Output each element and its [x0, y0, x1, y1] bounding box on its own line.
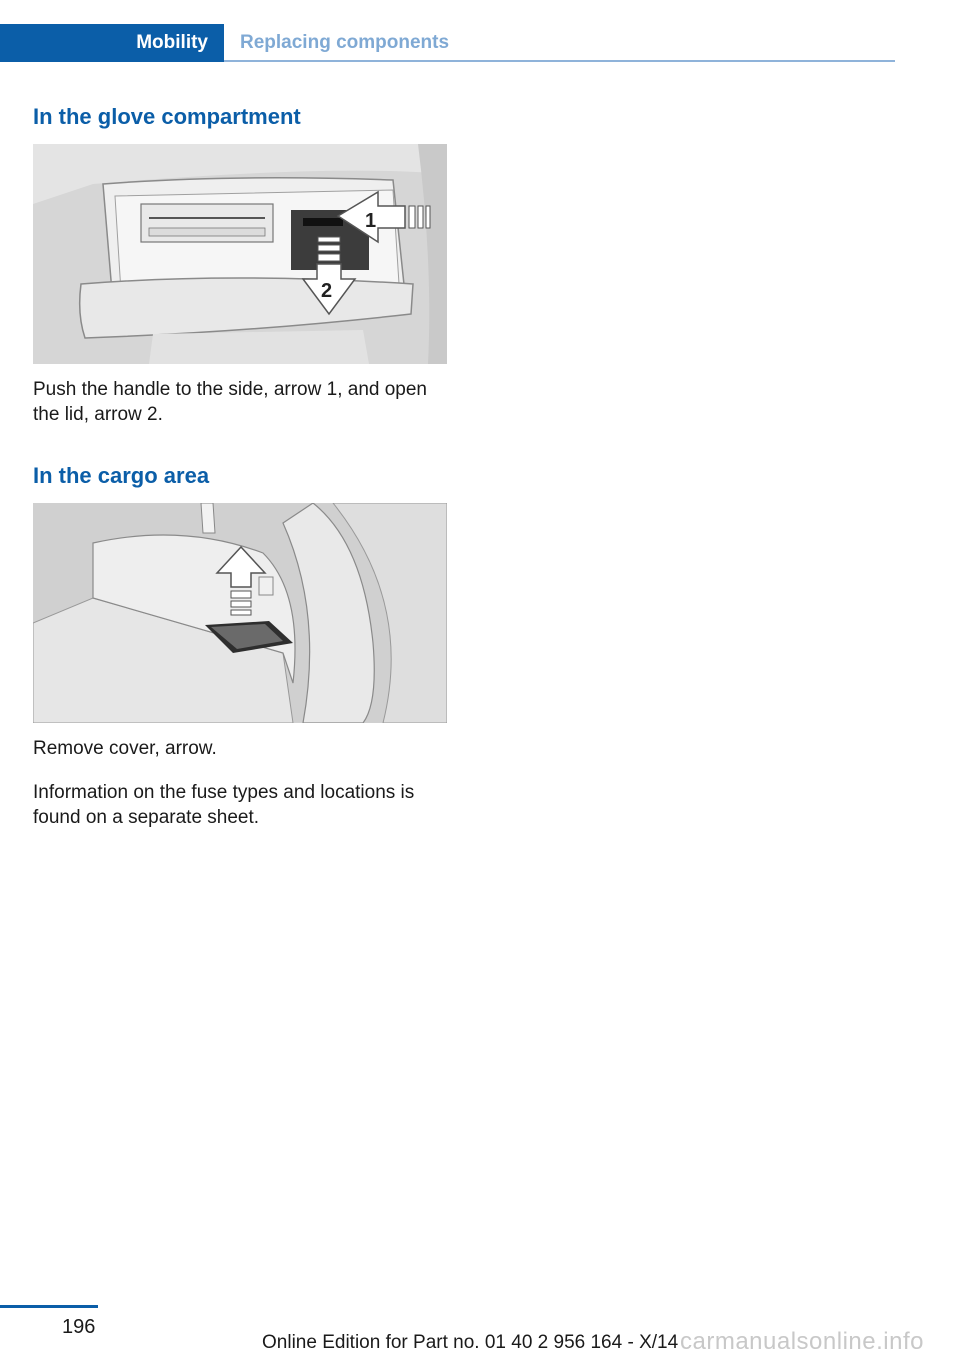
- page-header: [0, 24, 895, 62]
- cargo-area-instruction: Remove cover, arrow.: [33, 738, 217, 759]
- glove-compartment-instruction: Push the handle to the side, arrow 1, and open the lid, arrow 2.: [33, 379, 427, 425]
- section-tab[interactable]: Replacing components: [240, 32, 450, 53]
- footer-rule: [0, 1305, 98, 1308]
- section-title-glove-compartment: In the glove compartment: [33, 104, 301, 129]
- fuse-info-note: Information on the fuse types and locations is found on a separate sheet.: [33, 782, 415, 828]
- section-title-cargo-area: In the cargo area: [33, 463, 210, 488]
- callout-1: 1: [365, 210, 377, 232]
- header-rule: [224, 60, 895, 62]
- watermark: carmanualsonline.info: [680, 1328, 924, 1355]
- cargo-area-illustration: [33, 503, 447, 723]
- edition-note: Online Edition for Part no. 01 40 2 956 164 - X/14: [262, 1332, 679, 1353]
- glove-compartment-illustration: [33, 144, 447, 364]
- page-number: 196: [62, 1316, 96, 1338]
- chapter-tab[interactable]: Mobility: [0, 24, 224, 62]
- callout-2: 2: [321, 280, 333, 302]
